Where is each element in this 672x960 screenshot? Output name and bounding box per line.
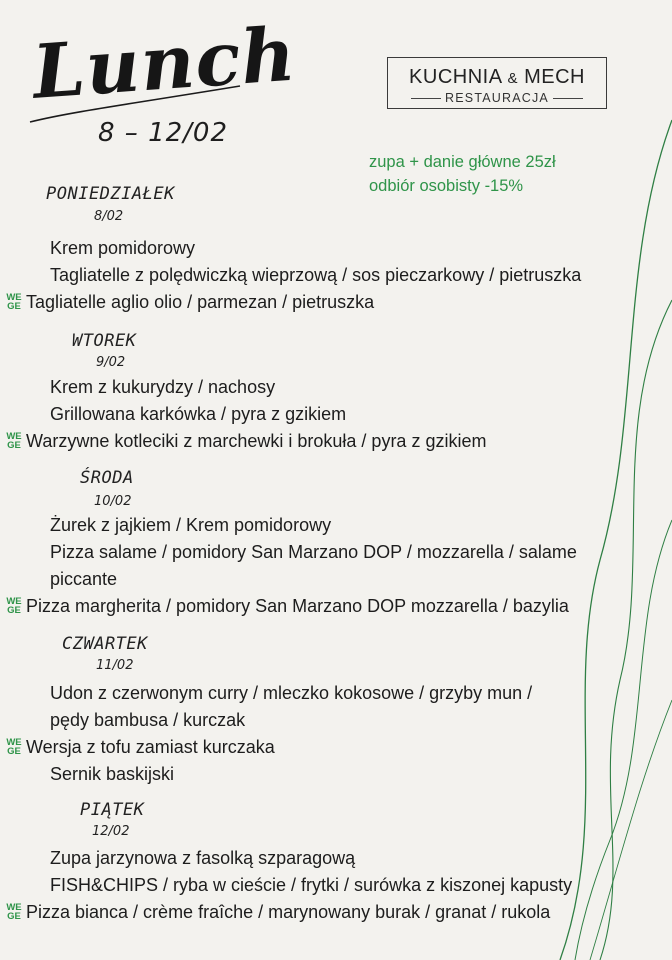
dish-thursday-1: Udon z czerwonym curry / mleczko kokosowe / grzyby mun /	[50, 683, 533, 703]
dish-monday-3: Tagliatelle aglio olio / parmezan / pietruszka	[26, 292, 375, 312]
dish-monday-2: Tagliatelle z polędwiczką wieprzową / sos pieczarkowy / pietruszka	[50, 265, 582, 285]
day-date-wednesday: 10/02	[94, 494, 132, 509]
logo-name	[388, 66, 606, 89]
day-heading-thursday: CZWARTEK	[62, 634, 148, 654]
wege-badge: WE GE	[6, 596, 22, 616]
dish-wednesday-2: Pizza salame / pomidory San Marzano DOP / mozzarella / salame	[50, 542, 577, 562]
logo-name-part2: MECH	[524, 66, 585, 88]
week-dates: 8 – 12/02	[98, 118, 228, 148]
logo-name-part1: KUCHNIA	[409, 66, 502, 88]
logo-subtitle: RESTAURACJA	[388, 91, 606, 105]
dish-tuesday-2: Grillowana karkówka / pyra z gzikiem	[50, 404, 347, 424]
dish-thursday-3: Wersja z tofu zamiast kurczaka	[26, 737, 275, 757]
dish-wednesday-4: Pizza margherita / pomidory San Marzano DOP mozzarella / bazylia	[26, 596, 569, 616]
wege-badge: WE GE	[6, 431, 22, 451]
day-heading-monday: PONIEDZIAŁEK	[46, 184, 175, 204]
dish-friday-2: FISH&CHIPS / ryba w cieście / frytki / surówka z kiszonej kapusty	[50, 875, 573, 895]
day-date-monday: 8/02	[94, 209, 124, 224]
wege-badge: WE GE	[6, 292, 22, 312]
promo-line-1: zupa + danie główne 25zł	[369, 153, 556, 171]
dish-friday-1: Zupa jarzynowa z fasolką szparagową	[50, 848, 356, 868]
day-heading-tuesday: WTOREK	[72, 331, 137, 351]
dish-monday-1: Krem pomidorowy	[50, 238, 196, 258]
dish-thursday-4: Sernik baskijski	[50, 764, 175, 784]
logo-ampersand: &	[507, 70, 519, 87]
day-date-thursday: 11/02	[96, 658, 134, 673]
day-heading-wednesday: ŚRODA	[80, 468, 134, 488]
restaurant-logo	[387, 57, 607, 109]
wege-badge: WE GE	[6, 902, 22, 922]
dish-friday-3: Pizza bianca / crème fraîche / marynowany burak / granat / rukola	[26, 902, 551, 922]
dish-thursday-2: pędy bambusa / kurczak	[50, 710, 246, 730]
day-date-friday: 12/02	[92, 824, 130, 839]
promo-box	[369, 150, 556, 198]
day-heading-friday: PIĄTEK	[80, 800, 145, 820]
wege-badge: WE GE	[6, 737, 22, 757]
day-date-tuesday: 9/02	[96, 355, 126, 370]
dish-tuesday-1: Krem z kukurydzy / nachosy	[50, 377, 276, 397]
dish-wednesday-1: Żurek z jajkiem / Krem pomidorowy	[50, 515, 332, 535]
dish-wednesday-3: piccante	[50, 569, 118, 589]
dish-tuesday-3: Warzywne kotleciki z marchewki i brokuła / pyra z gzikiem	[26, 431, 487, 451]
promo-line-2: odbiór osobisty -15%	[369, 177, 524, 195]
lunch-title: Lunch	[30, 11, 299, 116]
